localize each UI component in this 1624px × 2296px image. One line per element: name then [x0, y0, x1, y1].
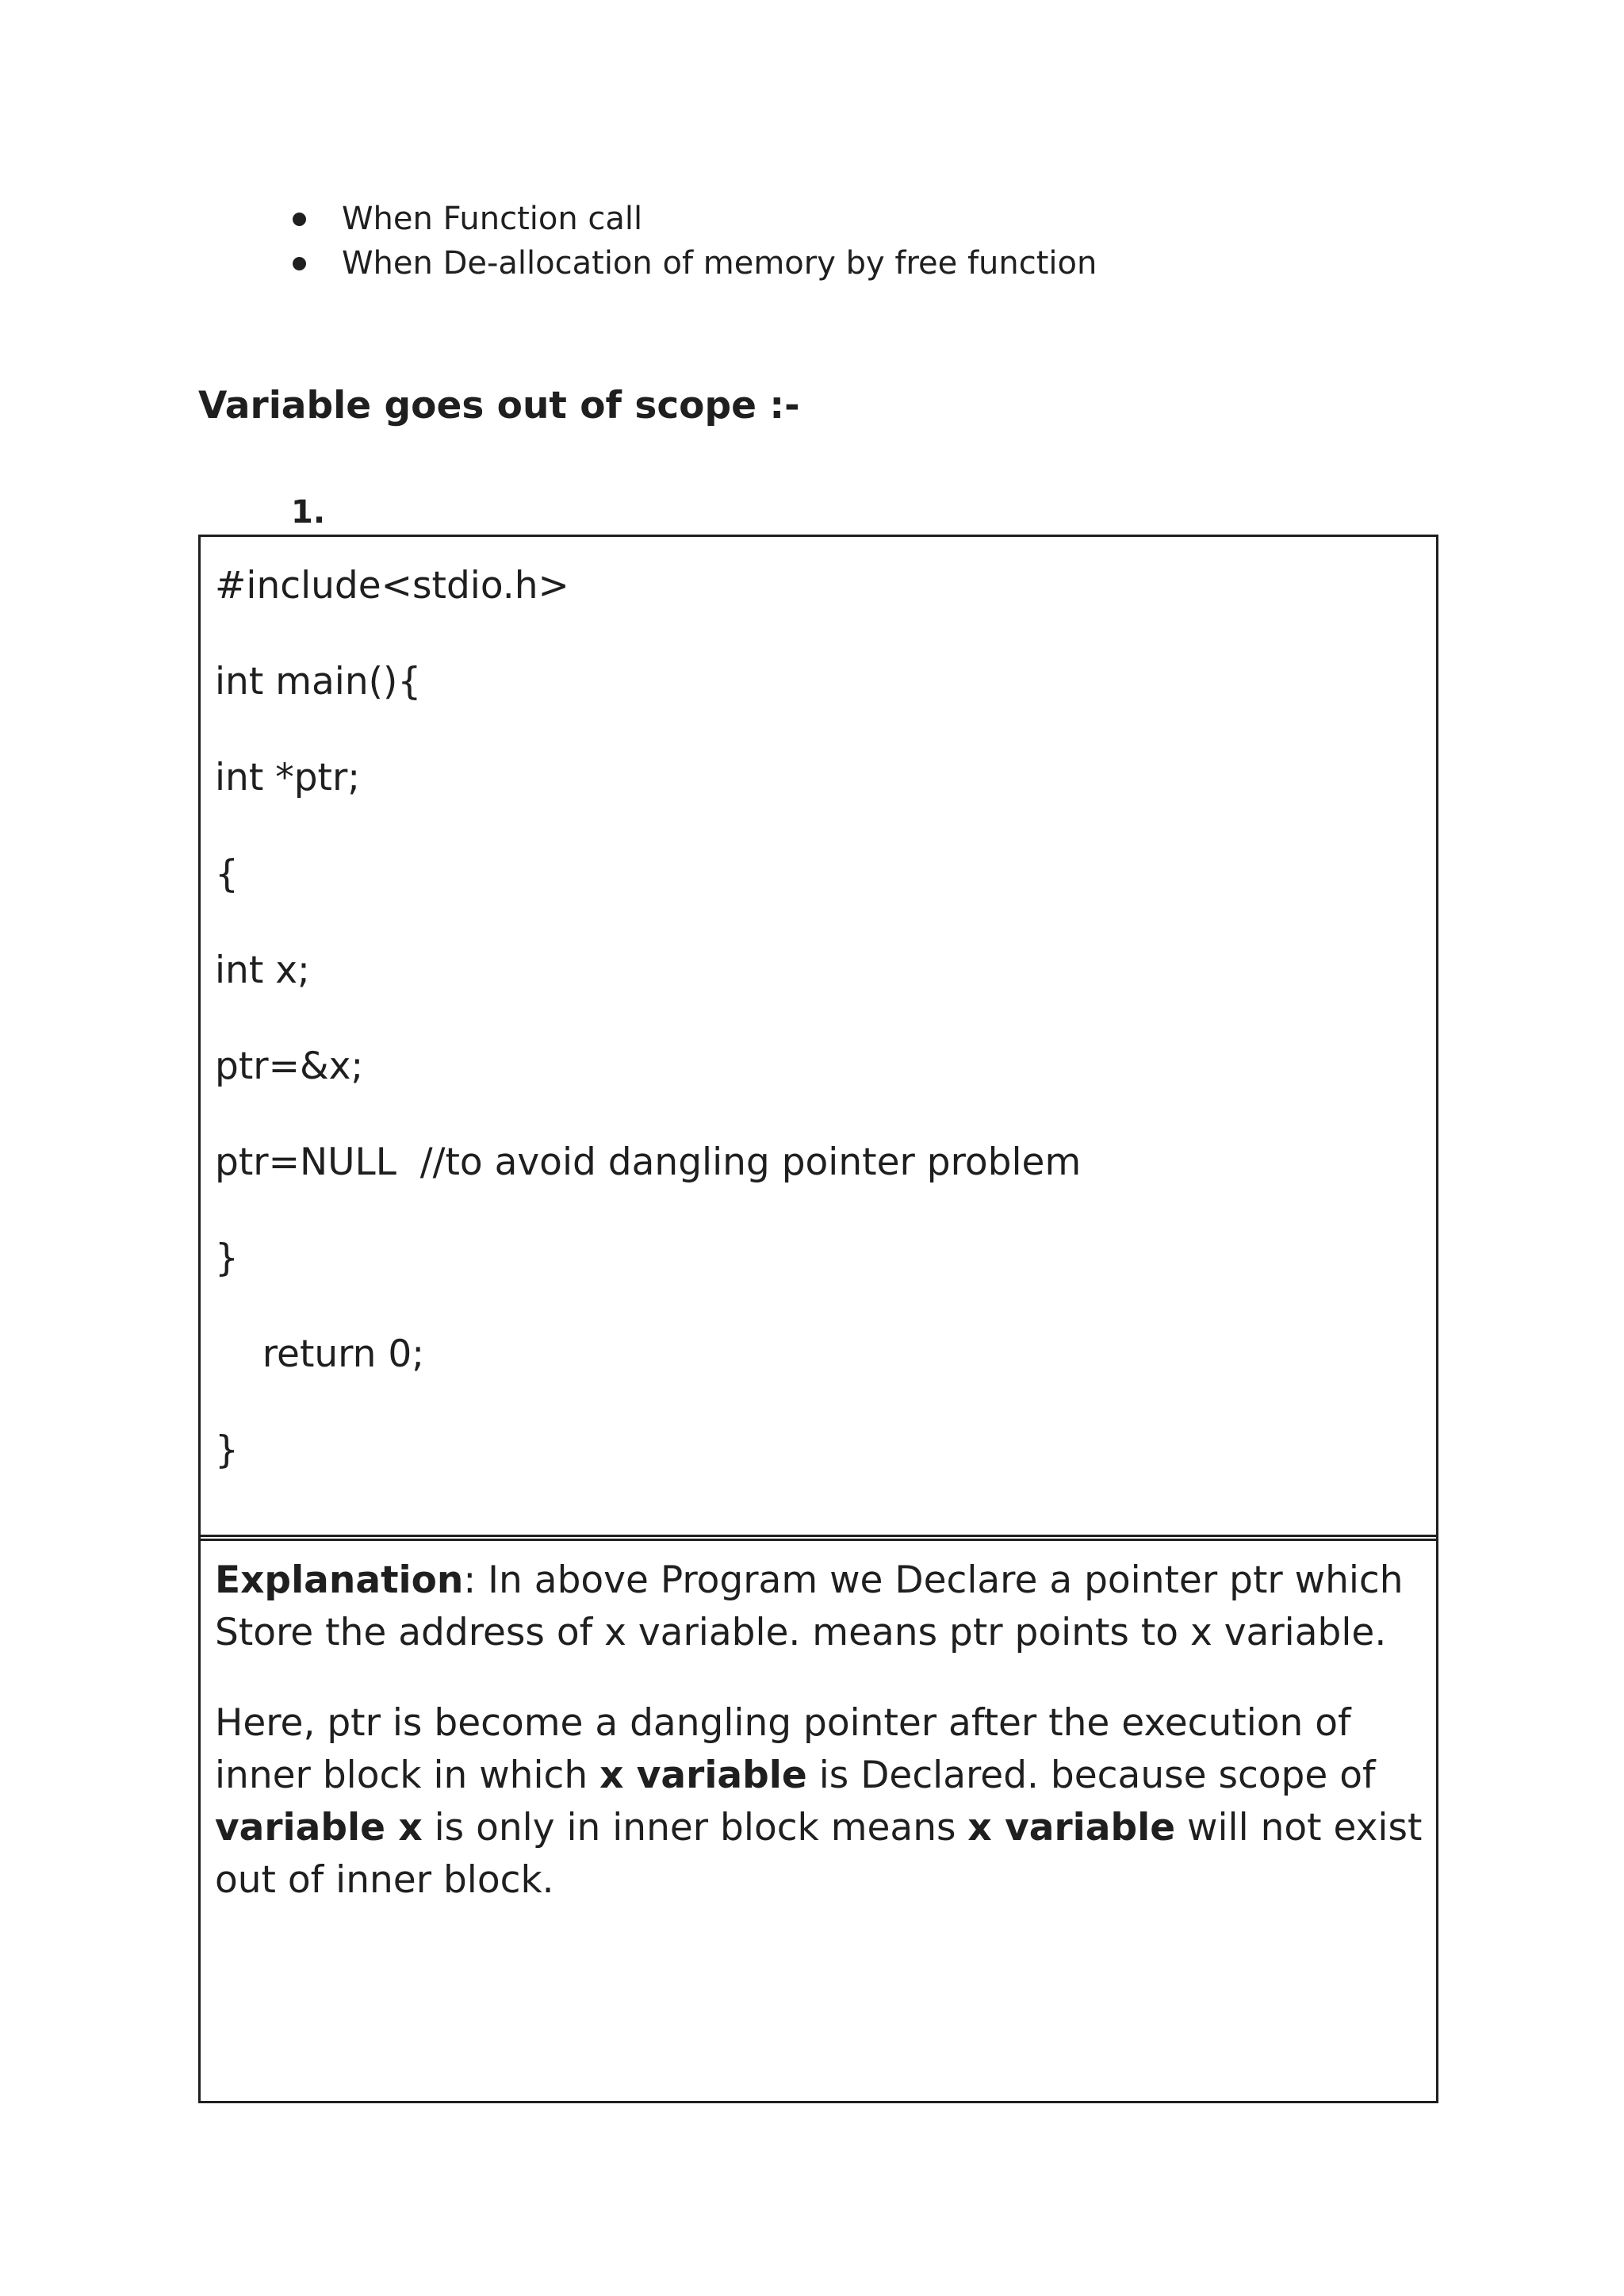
- bullet-icon: [293, 257, 306, 270]
- code-line: #include<stdio.h>: [215, 564, 569, 608]
- list-number: 1.: [291, 494, 326, 531]
- code-line: int x;: [215, 949, 310, 992]
- emphasis-text: x variable: [967, 1806, 1176, 1849]
- section-heading: Variable goes out of scope :-: [198, 384, 800, 427]
- bullet-item: [289, 197, 1097, 241]
- code-line: {: [215, 853, 239, 896]
- explanation-text: is Declared. because scope of: [806, 1754, 1376, 1797]
- code-line: return 0;: [215, 1332, 425, 1376]
- explanation-paragraph-2: [215, 1697, 1428, 1907]
- explanation-paragraph-1: [215, 1554, 1428, 1659]
- code-line: int main(){: [215, 660, 422, 703]
- code-line: ptr=NULL //to avoid dangling pointer problem: [215, 1140, 1082, 1184]
- bullet-text: When Function call: [342, 201, 643, 237]
- explanation-text: will not exist out of inner block.: [215, 1806, 1423, 1902]
- emphasis-text: variable x: [215, 1806, 423, 1849]
- explanation-cell: [198, 1537, 1438, 2103]
- code-box: [198, 535, 1438, 1537]
- explanation-text: : In above Program we Declare a pointer ptr which Store the address of x variable. means ptr points to x variable.: [215, 1558, 1404, 1654]
- code-line: }: [215, 1236, 239, 1280]
- code-line: ptr=&x;: [215, 1045, 364, 1088]
- code-section: [201, 537, 1436, 1541]
- code-line: int *ptr;: [215, 756, 361, 799]
- emphasis-text: x variable: [599, 1754, 807, 1797]
- bullet-text: When De-allocation of memory by free function: [342, 245, 1097, 282]
- explanation-label: Explanation: [215, 1558, 464, 1602]
- bullet-item: [289, 241, 1097, 286]
- explanation-text: is only in inner block means: [422, 1806, 968, 1849]
- bullet-list: [289, 197, 1097, 286]
- bullet-icon: [293, 213, 306, 226]
- code-line: }: [215, 1428, 239, 1472]
- explanation-text: Here, ptr is become a dangling pointer after the execution of inner block in which: [215, 1701, 1351, 1797]
